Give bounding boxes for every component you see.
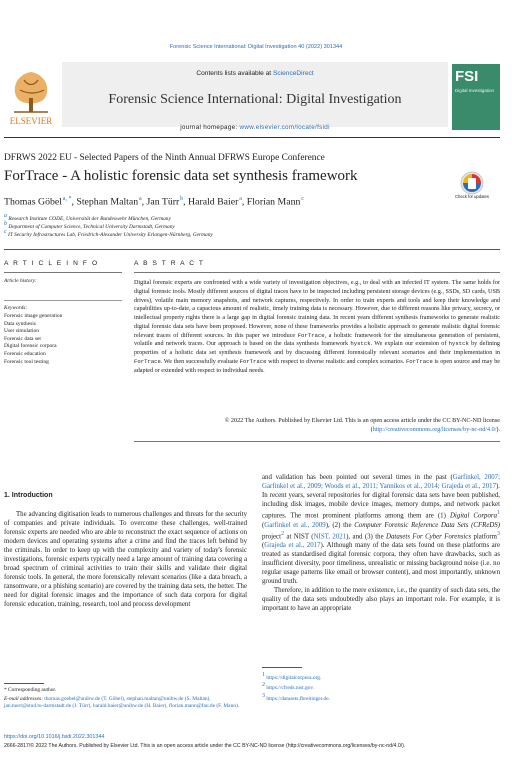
sciencedirect-link[interactable]: ScienceDirect [272,70,314,77]
body-column-left [4,510,247,610]
affiliation-c: $^c$ IT Security Infrastructures Lab, Friedrich-Alexander University Erlangen-Nürnberg, Germany [4,229,213,238]
homepage-prefix: journal homepage: [180,124,240,131]
header-rule [4,137,500,138]
author-name: Harald Baier [188,196,239,208]
keyword: Data synthesis [4,320,36,327]
citation-link[interactable]: Grajeda et al., 2017 [264,541,321,549]
journal-cover[interactable] [452,64,500,130]
author-affil-mark[interactable]: c [301,196,304,202]
author-name: Stephan Maltan [76,196,139,208]
elsevier-wordmark: ELSEVIER [9,116,53,126]
footnote-2: $^2$ https://cfreds.nist.gov. [262,682,315,692]
body-column-right [262,473,500,613]
homepage-link[interactable]: www.elsevier.com/locate/fsidi [239,124,330,131]
footnotes [262,672,500,703]
keyword: Digital forensic corpora [4,343,57,350]
paragraph: The advancing digitisation leads to numerous challenges and threats for the security of companies and private individuals. To overcome these challenges, well-trained forensic experts are needed who are able to reconstruct the exact sequence of actions on modern devices and operating systems after a crime and find the traces left behind by the criminals. In order to keep up with the complexity and variety of today's forensic investigations, forensic experts typically need a large amount of training data covering a broad spectrum of criminal activities to train their skills and validate their digital forensic tools. In general, the more forensically relevant scenarios (like a data breach, a ransomware, or a phishing scenario) are covered by the training data sets, the better. The need for digital forensic images and the importance of such data corpora for digital forensic education, training, research, tool and process development [4,511,247,609]
paragraph: Therefore, in addition to the mere existence, i.e., the quantity of such data sets, the quality of the data sets undoubtedly also plays an important role. For example, it is important to have an appropriate [262,587,500,613]
paragraph: and validation has been pointed out several times in the past (Garfinkel, 2007; Garfinkel et al., 2009; Woods et al., 2011; Yannikos et al., 2014; Grajeda et al., 2017). In recent years, several repositories for digital forensic data sets have been published, including disk images, mobile device images, memory dumps, and network packet captures. The most prominent platforms among them are (1) Digital Corpora$^1$ (Garfinkel et al., 2009), (2) the Computer Forensic Reference Data Sets (CFReDS) project$^2$ at NIST (NIST, 2021), and (3) the Datasets For Cyber Forensics platform$^3$ (Grajeda et al., 2017). Although many of the data sets found on these platforms are treated as standardised digital forensic corpora, they often have drawbacks, such as insufficient diversity, poor timeliness, unrealistic or missing background noise (i.e. no regular usage patterns like email or browser content), and most importantly, unknown ground truth. [262,474,501,586]
citation-link[interactable]: Garfinkel, 2007; Garfinkel et al., 2009; Woods et al., 2011; Yannikos et al., 2014; Grajeda et al., 2017 [262,474,500,491]
abstract-rule [134,272,500,273]
keywords-label: Keywords: [4,305,28,311]
keyword: Forensic tool testing [4,358,49,365]
issn-license-line: 2666-2817/© 2022 The Authors. Published by Elsevier Ltd. This is an open access article under the CC BY-NC-ND license (http://creativecommons.org/licenses/by-nc-nd/4.0/). [4,743,406,749]
citation-link[interactable]: Garfinkel et al., 2009 [264,521,326,529]
corresponding-author-note: * Corresponding author. [4,687,57,693]
keyword: Forensic image generation [4,313,63,319]
contents-line [62,70,448,77]
keyword: Forensic data set [4,335,41,342]
contents-prefix: Contents lists available at [196,70,273,77]
code-term: ForTrace [405,357,433,365]
license-link[interactable]: http://creativecommons.org/licenses/by-nc-nd/4.0/ [372,426,497,433]
author-affil-mark[interactable]: b [180,196,184,202]
email-addresses: E-mail addresses: thomas.goebel@unibw.de (T. Göbel), stephan.maltan@unibw.de (S. Maltan), jan.tuerr@stud.tu-darmstadt.de (J. Türr), harald.baier@unibw.de (H. Baier), florian.mann@fau.de (F. Mann). [4,696,240,710]
crossmark-label[interactable]: Check for updates [455,194,489,199]
author-name: Jan Türr [146,196,180,208]
footnote-3: $^3$ https://datasets.fbreitinger.de. [262,692,330,702]
footnote-1: $^1$ https://digitalcorpora.org. [262,672,322,681]
keyword: User simulation [4,328,39,335]
author-affil-mark[interactable]: a [239,196,242,202]
footnote-rule [262,667,302,668]
homepage-line [62,124,448,131]
section-rule [4,249,500,250]
journal-reference[interactable]: Forensic Science International: Digital Investigation 40 (2022) 301344 [169,44,343,50]
conference-line: DFRWS 2022 EU - Selected Papers of the Ninth Annual DFRWS Europe Conference [4,153,325,163]
code-term: ForTrace [239,357,267,365]
doi-link[interactable]: https://doi.org/10.1016/j.fsidi.2022.301344 [4,734,105,740]
citation-link[interactable]: NIST, 2021 [313,532,347,540]
abstract-text: Digital forensic experts are confronted with a wide variety of investigation objectives, e.g., to deal with an infected IT system. The same holds for digital forensic tools. Mostly different sources of digital traces have to be inspected including persistent storage devices (e.g., SSDs, SD cards, USB drives), volatile main memory snapshots, and network captures, respectively. In order to train experts and tools and keep their knowledge and capabilities up-to-date, a capacious amount of realistic, timely training data is necessary. However, due to different reasons like privacy, secrecy, or intellectual property rights there is a large gap in digital forensic training data. In recent years different synthesis frameworks to generate realistic digital forensic data sets have been proposed. However, none of these frameworks provides a holistic approach to generate realistic digital forensic relevant traces of different sources. In this paper we introduce ForTrace, a holistic framework for the simultaneous generation of persistent, volatile and network traces. Our approach is based on the data synthesis framework hystck. We explain our extension of hystck by defining properties of a holistic data set synthesis framework and by discussing different forensically relevant scenarios and their implementation in ForTrace. We then successfully evaluate ForTrace with respect to diverse realistic and complex scenarios. ForTrace is open source and may be adapted or extended with respect to individual needs. [134,280,500,374]
author-affil-mark[interactable]: a [138,196,142,202]
elsevier-tree-logo [4,64,58,130]
author-name: Florian Mann [246,196,301,208]
abstract-bottom-rule [134,441,500,442]
cover-title: FSI [455,68,479,85]
code-term: hystck [350,340,371,348]
code-term: hystck [448,340,469,348]
footnote-rule [4,683,44,684]
author-name: Thomas Göbel [4,196,62,208]
article-history-label: Article history: [4,278,37,284]
cover-subtitle: Digital Investigation [455,88,495,93]
article-info-rule [4,272,122,273]
code-term: ForTrace [297,331,325,339]
journal-title: Forensic Science International: Digital Investigation [108,92,402,107]
email-links[interactable]: thomas.goebel@unibw.de (T. Göbel), stephan.maltan@unibw.de (S. Maltan), jan.tuerr@stud.tu-darmstadt.de (J. Türr), harald.baier@unibw.de (H. Baier), florian.mann@fau.de (F. Mann). [4,696,240,710]
affiliation-a: $^a$ Research Institute CODE, Universität der Bundeswehr München, Germany [4,213,171,222]
paper-title: ForTrace - A holistic forensic data set synthesis framework [4,168,358,184]
code-term: ForTrace [134,357,161,365]
section-heading: 1. Introduction [4,492,53,499]
author-affil-mark[interactable]: a, * [62,196,72,202]
copyright-notice: © 2022 The Authors. Published by Elsevier Ltd. This is an open access article under the CC BY-NC-ND license (http://creativecommons.org/licenses/by-nc-nd/4.0/). [224,418,500,433]
affiliation-b: $^b$ Department of Computer Science, Technical University Darmstadt, Germany [4,221,175,230]
abstract-heading: A B S T R A C T [134,260,205,267]
author-list: Thomas Göbel $^{a, *}$, Stephan Maltan $^a$, Jan Türr $^b$, Harald Baier $^a$, Florian Mann $^c$ [4,196,304,208]
keyword-list [4,313,124,366]
history-rule [4,300,122,301]
article-info-heading: A R T I C L E I N F O [4,260,99,267]
keyword: Forensic education [4,350,46,357]
